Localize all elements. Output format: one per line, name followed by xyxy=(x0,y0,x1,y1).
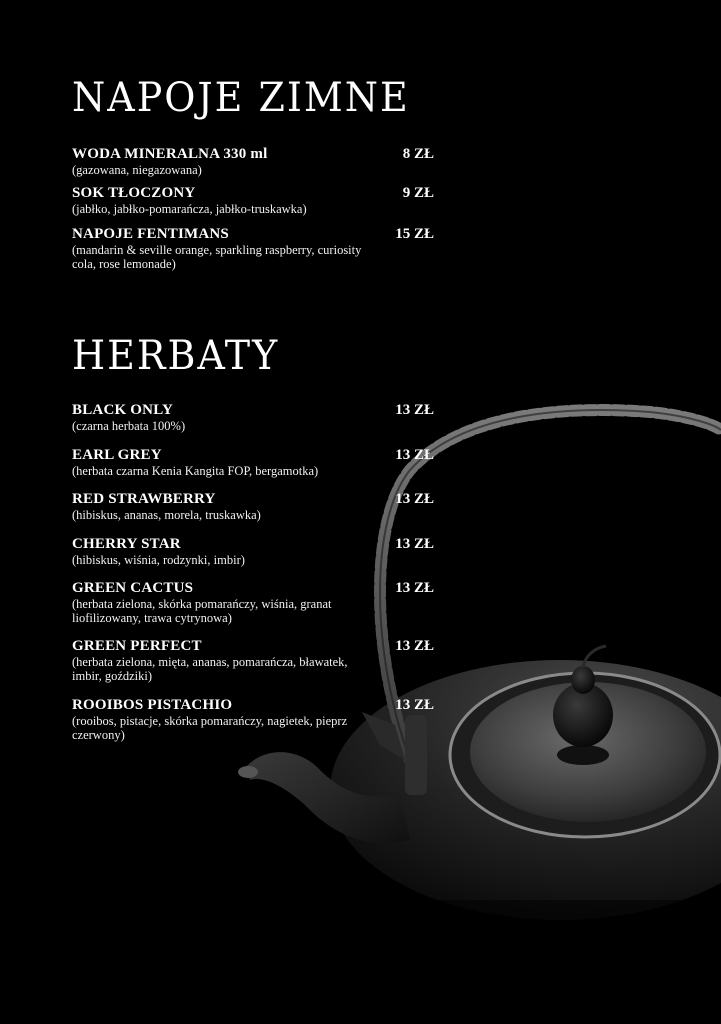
section-title-teas: HERBATY xyxy=(72,332,280,379)
item-description: (rooibos, pistacje, skórka pomarańczy, nagietek, pieprz czerwony) xyxy=(72,714,348,742)
menu-item xyxy=(72,491,434,522)
item-name: RED STRAWBERRY xyxy=(72,491,216,507)
menu-item xyxy=(72,580,434,625)
item-description: (mandarin & seville orange, sparkling raspberry, curiosity cola, rose lemonade) xyxy=(72,243,362,271)
item-price: 13 ZŁ xyxy=(395,402,434,418)
item-description: (herbata zielona, skórka pomarańczy, wiśnia, granat liofilizowany, trawa cytrynowa) xyxy=(72,597,332,625)
item-description: (hibiskus, wiśnia, rodzynki, imbir) xyxy=(72,553,245,567)
item-name: CHERRY STAR xyxy=(72,536,181,552)
item-price: 13 ZŁ xyxy=(395,580,434,596)
item-description: (herbata zielona, mięta, ananas, pomarańcza, bławatek, imbir, goździki) xyxy=(72,655,348,683)
menu-item xyxy=(72,536,434,567)
item-description: (gazowana, niegazowana) xyxy=(72,163,202,177)
menu-item xyxy=(72,638,434,683)
menu-item xyxy=(72,402,434,433)
item-price: 9 ZŁ xyxy=(402,185,434,201)
item-price: 13 ZŁ xyxy=(395,491,434,507)
item-name: ROOIBOS PISTACHIO xyxy=(72,697,233,713)
menu-item xyxy=(72,185,434,216)
item-description: (jabłko, jabłko-pomarańcza, jabłko-truskawka) xyxy=(72,202,307,216)
menu-item xyxy=(72,447,434,478)
item-name: NAPOJE FENTIMANS xyxy=(72,226,229,242)
item-description: (czarna herbata 100%) xyxy=(72,419,186,433)
item-name: GREEN PERFECT xyxy=(72,638,202,654)
item-name: SOK TŁOCZONY xyxy=(72,185,196,201)
item-price: 13 ZŁ xyxy=(395,638,434,654)
item-name: GREEN CACTUS xyxy=(72,580,194,596)
item-price: 8 ZŁ xyxy=(402,146,434,162)
menu-item xyxy=(72,146,434,177)
item-price: 13 ZŁ xyxy=(395,447,434,463)
item-name: EARL GREY xyxy=(72,447,162,463)
item-price: 15 ZŁ xyxy=(395,226,434,242)
item-price: 13 ZŁ xyxy=(395,536,434,552)
item-name: BLACK ONLY xyxy=(72,402,174,418)
menu-item xyxy=(72,226,434,271)
item-description: (hibiskus, ananas, morela, truskawka) xyxy=(72,508,261,522)
item-description: (herbata czarna Kenia Kangita FOP, bergamotka) xyxy=(72,464,319,478)
menu-item xyxy=(72,697,434,742)
section-title-cold-drinks: NAPOJE ZIMNE xyxy=(72,74,410,121)
item-price: 13 ZŁ xyxy=(395,697,434,713)
item-name: WODA MINERALNA 330 ml xyxy=(72,146,268,162)
